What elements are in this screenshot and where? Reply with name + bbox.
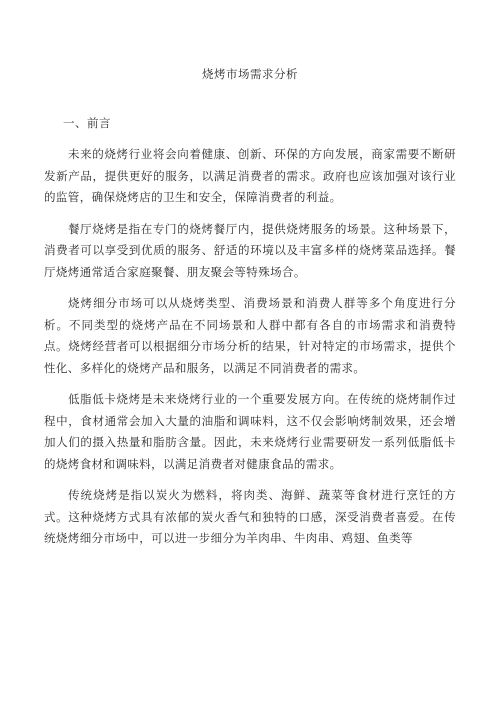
paragraph-5: 传统烧烤是指以炭火为燃料，将肉类、海鲜、蔬菜等食材进行烹饪的方式。这种烧烤方式具有浓郁的炭火香气和独特的口感，深受消费者喜爱。在传统烧烤细分市场中，可以进一步细分为羊肉串、牛肉串、鸡翅、鱼类等 — [44, 488, 456, 545]
paragraph-2: 餐厅烧烤是指在专门的烧烤餐厅内，提供烧烤服务的场景。这种场景下，消费者可以享受到优质的服务、舒适的环境以及丰富多样的烧烤菜品选择。餐厅烧烤通常适合家庭聚餐、朋友聚会等特殊场合。 — [44, 221, 456, 279]
paragraph-3: 烧烤细分市场可以从烧烤类型、消费场景和消费人群等多个角度进行分析。不同类型的烧烤产品在不同场景和人群中都有各自的市场需求和消费特点。烧烤经营者可以根据细分市场分析的结果，针对特定的市场需求，提供个性化、多样化的烧烤产品和服务，以满足不同消费者的需求。 — [44, 296, 456, 375]
paragraph-1: 未来的烧烤行业将会向着健康、创新、环保的方向发展，商家需要不断研发新产品，提供更好的服务，以满足消费者的需求。政府也应该加强对该行业的监管，确保烧烤店的卫生和安全，保障消费者的利益。 — [44, 147, 456, 204]
paragraph-4: 低脂低卡烧烤是未来烧烤行业的一个重要发展方向。在传统的烧烤制作过程中，食材通常会加入大量的油脂和调味料，这不仅会影响烤制效果，还会增加人们的摄入热量和脂肪含量。因此，未来烧烤行业需要研发一系列低脂低卡的烧烤食材和调味料，以满足消费者对健康食品的需求。 — [44, 392, 456, 471]
document-title: 烧烤市场需求分析 — [202, 67, 298, 81]
section-heading: 一、前言 — [63, 116, 111, 130]
